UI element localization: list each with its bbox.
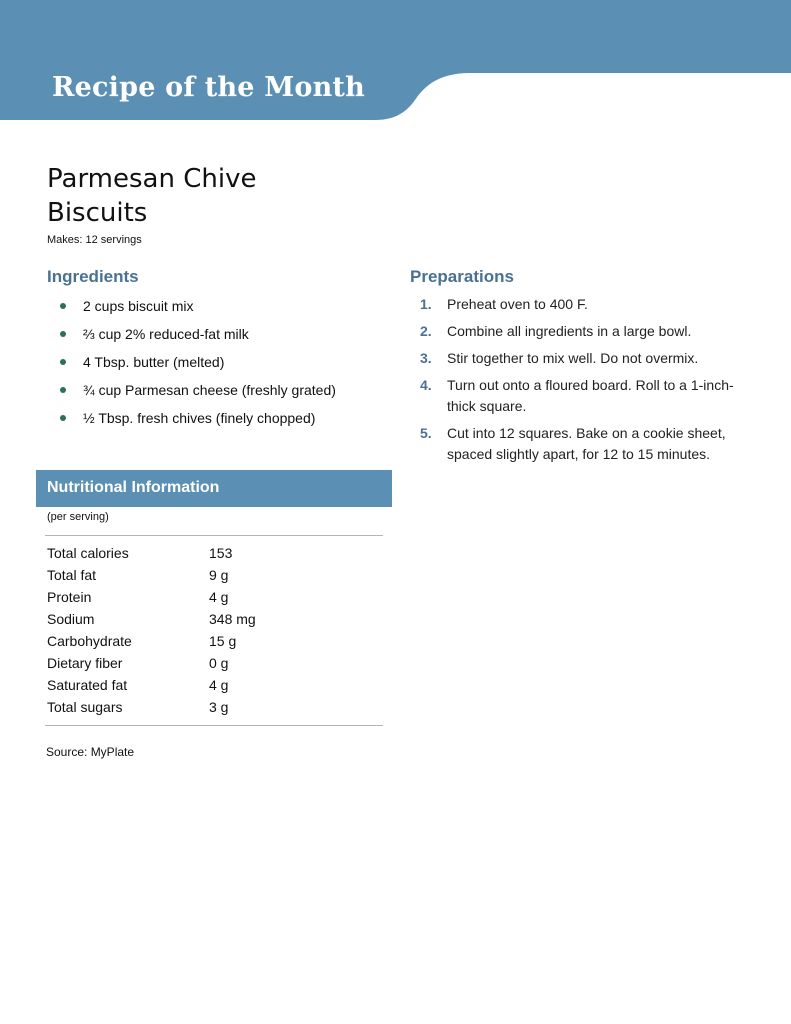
ingredient-item: ¾ cup Parmesan cheese (freshly grated) (60, 378, 390, 406)
preparation-step: 3. Stir together to mix well. Do not overmix. (420, 350, 699, 366)
ingredients-heading: Ingredients (47, 267, 139, 286)
bullet-icon (60, 331, 66, 337)
preparation-step: 1. Preheat oven to 400 F. (420, 296, 588, 312)
preparations-heading: Preparations (410, 267, 514, 286)
nutrition-row: Carbohydrate 15 g (47, 633, 237, 649)
ingredient-item: ⅔ cup 2% reduced-fat milk (60, 322, 390, 350)
nutrition-header (36, 470, 392, 507)
nutrition-row: Protein 4 g (47, 589, 229, 605)
divider (45, 725, 383, 726)
banner-title: Recipe of the Month (52, 72, 365, 103)
nutrition-row: Saturated fat 4 g (47, 677, 229, 693)
preparations-list (420, 294, 760, 471)
bullet-icon (60, 303, 66, 309)
nutrition-heading: Nutritional Information (47, 479, 220, 496)
source-note: Source: MyPlate (46, 745, 135, 759)
nutrition-row: Total sugars 3 g (47, 699, 229, 715)
servings-text: Makes: 12 servings (47, 234, 142, 246)
nutrition-row: Total fat 9 g (47, 567, 229, 583)
preparation-step: 4. Turn out onto a floured board. Roll to a 1-inch-thick square. (420, 377, 734, 414)
per-serving-note: (per serving) (47, 511, 109, 523)
bullet-icon (60, 415, 66, 421)
bullet-icon (60, 387, 66, 393)
preparation-step: 2. Combine all ingredients in a large bowl. (420, 323, 692, 339)
nutrition-row: Total calories 153 (47, 545, 233, 561)
ingredients-list (60, 294, 390, 434)
header-banner (0, 0, 791, 120)
ingredient-item: 2 cups biscuit mix (60, 294, 390, 322)
nutrition-table (47, 543, 377, 719)
ingredient-item: 4 Tbsp. butter (melted) (60, 350, 390, 378)
bullet-icon (60, 359, 66, 365)
nutrition-row: Sodium 348 mg (47, 611, 256, 627)
preparation-step: 5. Cut into 12 squares. Bake on a cookie sheet, spaced slightly apart, for 12 to 15 minutes. (420, 425, 726, 462)
divider (45, 535, 383, 536)
ingredient-item: ½ Tbsp. fresh chives (finely chopped) (60, 406, 390, 434)
recipe-title: Parmesan Chive Biscuits (47, 164, 257, 228)
nutrition-row: Dietary fiber 0 g (47, 655, 229, 671)
